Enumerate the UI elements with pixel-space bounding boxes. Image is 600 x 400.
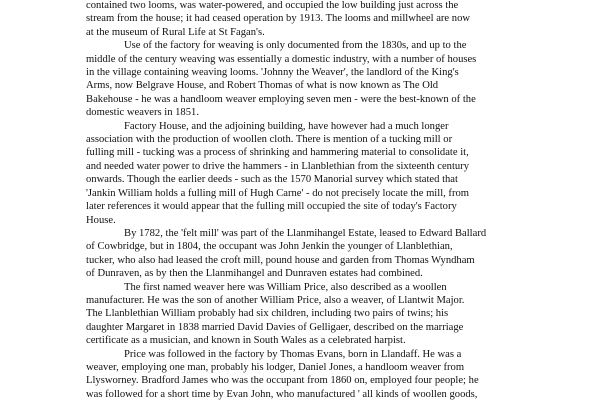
text-line: weaver, employing one man, probably his lodger, Daniel Jones, a handloom weaver from xyxy=(86,361,465,373)
text-line: in the village containing weaving looms. 'Johnny the Weaver', the landlord of the King's xyxy=(86,67,459,79)
text-line: contained two looms, was water-powered, and occupied the low building just across the xyxy=(86,0,459,11)
text-line: Arms, now Belgrave House, and Robert Thomas of what is now known as The Old xyxy=(86,80,439,92)
text-line: of Dunraven, as by then the Llanmihangel and Dunraven estates had combined. xyxy=(86,268,423,280)
text-line: 'Jankin William holds a fulling mill of Hugh Carne' - do not precisely locate the mill, from xyxy=(86,187,470,199)
paragraph xyxy=(86,281,520,348)
text-line: was followed for a short time by Evan John, who manufactured ' all kinds of woollen goods, xyxy=(86,388,478,400)
document-text xyxy=(86,0,520,400)
text-line: The Llanblethian William probably had six children, including two pairs of twins; his xyxy=(86,308,449,320)
paragraph xyxy=(86,0,520,39)
text-line: manufacturer. He was the son of another William Price, also a weaver, of Llantwit Major. xyxy=(86,294,465,306)
text-line: later references it would appear that the fulling mill occupied the site of today's Factory xyxy=(86,201,457,213)
paragraph xyxy=(86,348,520,400)
text-line: domestic weavers in 1851. xyxy=(86,107,199,119)
text-line: fulling mill - tucking was a process of shrinking and hammering material to consolidate it, xyxy=(86,147,469,159)
text-line: Bakehouse - he was a handloom weaver employing seven men - were the best-known of the xyxy=(86,93,476,105)
text-line: The first named weaver here was William Price, also described as a woollen xyxy=(124,281,447,293)
paragraph xyxy=(86,39,520,119)
text-line: at the museum of Rural Life at St Fagan's. xyxy=(86,26,265,38)
text-line: certificate as a musician, and known in South Wales as a celebrated harpist. xyxy=(86,335,406,347)
text-line: tucker, who also had leased the croft mill, pound house and garden from Thomas Wyndham xyxy=(86,254,475,266)
text-line: Price was followed in the factory by Thomas Evans, born in Llandaff. He was a xyxy=(124,348,462,360)
text-line: Factory House, and the adjoining building, have however had a much longer xyxy=(124,120,449,132)
paragraph xyxy=(86,227,520,281)
text-line: association with the production of woollen cloth. There is mention of a tucking mill or xyxy=(86,134,453,146)
text-line: House. xyxy=(86,214,116,226)
text-line: onwards. Though the earlier deeds - such as the 1570 Manorial survey which stated that xyxy=(86,174,458,186)
text-line: middle of the century weaving was essentially a domestic industry, with a number of houses xyxy=(86,53,477,65)
text-line: and needed water power to drive the hammers - in Llanblethian from the sixteenth century xyxy=(86,160,470,172)
text-line: Llysworney. Bradford James who was the occupant from 1860 on, employed four people; he xyxy=(86,375,479,387)
text-line: stream from the house; it had ceased operation by 1913. The looms and millwheel are now xyxy=(86,13,471,25)
text-line: daughter Margaret in 1838 married David Davies of Gelligaer, described on the marriage xyxy=(86,321,464,333)
text-line: of Cowbridge, but in 1804, the occupant was John Jenkin the younger of Llanblethian, xyxy=(86,241,453,253)
text-line: Use of the factory for weaving is only documented from the 1830s, and up to the xyxy=(124,40,467,52)
text-line: By 1782, the 'felt mill' was part of the Llanmihangel Estate, leased to Edward Ballard xyxy=(124,227,487,239)
paragraph xyxy=(86,120,520,227)
